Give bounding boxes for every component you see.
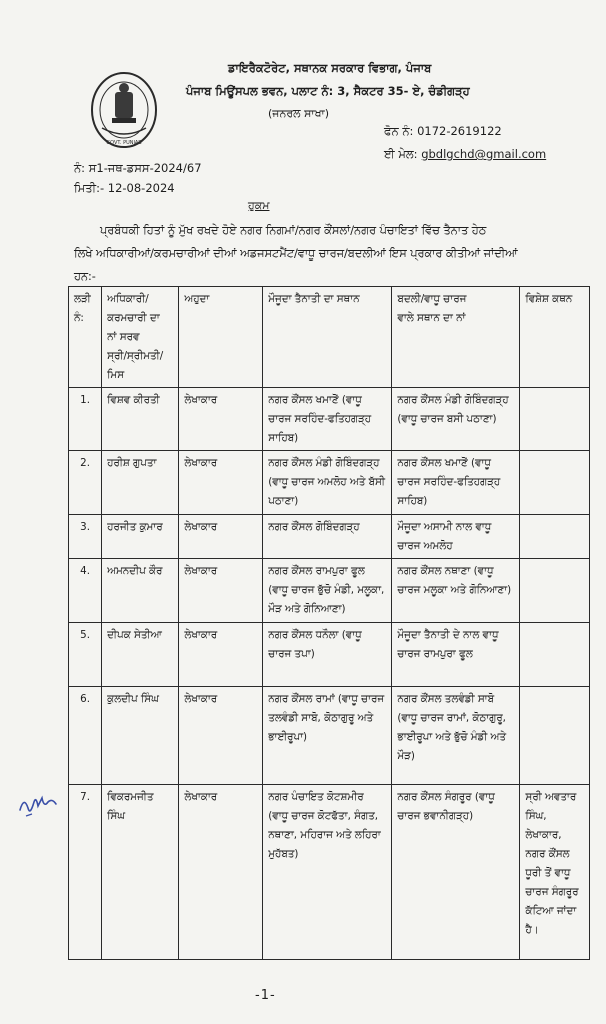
cell-remarks: ਸ੍ਰੀ ਅਵਤਾਰ ਸਿੰਘ, ਲੇਖਾਕਾਰ, ਨਗਰ ਕੌਂਸਲ ਧੂਰੀ ਤੋਂ ਵਾਧੂ ਚਾਰਜ ਸੰਗਰੂਰ ਕੱਟਿਆ ਜਾਂਦਾ ਹੈ।: [520, 785, 590, 960]
cell-remarks: [520, 451, 590, 515]
cell-new: ਨਗਰ ਕੌਂਸਲ ਤਲਵੰਡੀ ਸਾਬੋ (ਵਾਧੂ ਚਾਰਜ ਰਾਮਾਂ, ਕੋਠਾਗੁਰੂ, ਭਾਈਰੂਪਾ ਅਤੇ ਭੁੱਚੋ ਮੰਡੀ ਅਤੇ ਮੌੜ): [392, 687, 520, 785]
cell-new: ਨਗਰ ਕੌਂਸਲ ਸੰਗਰੂਰ (ਵਾਧੂ ਚਾਰਜ ਭਵਾਨੀਗੜ੍ਹ): [392, 785, 520, 960]
cell-remarks: [520, 559, 590, 623]
cell-name: ਹਰੀਸ਼ ਗੁਪਤਾ: [102, 451, 179, 515]
cell-designation: ਲੇਖਾਕਾਰ: [179, 388, 263, 451]
cell-name: ਵਿਕਰਮਜੀਤ ਸਿੰਘ: [102, 785, 179, 960]
department-title: ਡਾਇਰੈਕਟੋਰੇਟ, ਸਥਾਨਕ ਸਰਕਾਰ ਵਿਭਾਗ, ਪੰਜਾਬ: [228, 61, 432, 75]
reference-number: ਨੰ: ਸ1-ਜਥ-ਡਸਸ-2024/67: [74, 161, 202, 175]
cell-remarks: [520, 687, 590, 785]
page-number: -1-: [255, 988, 276, 1003]
cell-designation: ਲੇਖਾਕਾਰ: [179, 559, 263, 623]
cell-serial: 5.: [69, 623, 102, 687]
branch-name: (ਜਨਰਲ ਸਾਖਾ): [268, 107, 329, 120]
order-date: ਮਿਤੀ:- 12-08-2024: [74, 181, 175, 195]
cell-new: ਮੌਜੂਦਾ ਅਸਾਮੀ ਨਾਲ ਵਾਧੂ ਚਾਰਜ ਅਮਲੋਹ: [392, 515, 520, 559]
paragraph-line-2: ਲਿਖੇ ਅਧਿਕਾਰੀਆਂ/ਕਰਮਚਾਰੀਆਂ ਦੀਆਂ ਅਡਜਸਟਮੈਂਟ/ਵਾਧੂ ਚਾਰਜ/ਬਦਲੀਆਂ ਇਸ ਪ੍ਰਕਾਰ ਕੀਤੀਆਂ ਜਾਂਦੀਆਂ: [74, 247, 518, 260]
table-row: [69, 623, 590, 687]
header-name: ਅਧਿਕਾਰੀ/ ਕਰਮਚਾਰੀ ਦਾ ਨਾਂ ਸਰਵ ਸ੍ਰੀ/ਸ੍ਰੀਮਤੀ/ਮਿਸ: [102, 287, 179, 388]
table-row: [69, 687, 590, 785]
cell-name: ਦੀਪਕ ਸੇਤੀਆ: [102, 623, 179, 687]
cell-name: ਵਿਸ਼ਵ ਕੀਰਤੀ: [102, 388, 179, 451]
email-label: ਈ ਮੇਲ:: [384, 147, 418, 161]
cell-serial: 3.: [69, 515, 102, 559]
handwritten-signature-icon: [16, 788, 60, 822]
table-row: [69, 785, 590, 960]
header-serial: ਲੜੀ ਨੰ:: [69, 287, 102, 388]
table-row: [69, 451, 590, 515]
phone-number: ਫੋਨ ਨੰ: 0172-2619122: [384, 124, 502, 138]
header-new-posting: ਬਦਲੀ/ਵਾਧੂ ਚਾਰਜ ਵਾਲੇ ਸਥਾਨ ਦਾ ਨਾਂ: [392, 287, 520, 388]
email-line: [384, 147, 546, 162]
cell-current: ਨਗਰ ਕੌਂਸਲ ਗੋਬਿੰਦਗੜ੍ਹ: [263, 515, 392, 559]
cell-current: ਨਗਰ ਪੰਚਾਇਤ ਕੋਟਸ਼ਮੀਰ (ਵਾਧੂ ਚਾਰਜ ਕੋਟਫੱਤਾ, ਸੰਗਤ, ਨਥਾਣਾ, ਮਹਿਰਾਜ ਅਤੇ ਲਹਿਰਾ ਮੁਹੱਬਤ): [263, 785, 392, 960]
cell-name: ਕੁਲਦੀਪ ਸਿੰਘ: [102, 687, 179, 785]
cell-current: ਨਗਰ ਕੌਂਸਲ ਧਨੌਲਾ (ਵਾਧੂ ਚਾਰਜ ਤਪਾ): [263, 623, 392, 687]
cell-new: ਨਗਰ ਕੌਂਸਲ ਨਥਾਣਾ (ਵਾਧੂ ਚਾਰਜ ਮਲੂਕਾ ਅਤੇ ਗੋਨਿਆਣਾ): [392, 559, 520, 623]
cell-serial: 7.: [69, 785, 102, 960]
cell-designation: ਲੇਖਾਕਾਰ: [179, 515, 263, 559]
cell-serial: 1.: [69, 388, 102, 451]
cell-designation: ਲੇਖਾਕਾਰ: [179, 785, 263, 960]
order-title: ਹੁਕਮ: [248, 199, 270, 212]
transfer-table: [68, 286, 590, 960]
table-header-row: [69, 287, 590, 388]
cell-designation: ਲੇਖਾਕਾਰ: [179, 451, 263, 515]
cell-remarks: [520, 515, 590, 559]
cell-name: ਹਰਜੀਤ ਕੁਮਾਰ: [102, 515, 179, 559]
cell-name: ਅਮਨਦੀਪ ਕੌਰ: [102, 559, 179, 623]
cell-new: ਨਗਰ ਕੌਂਸਲ ਖਮਾਣੋਂ (ਵਾਧੂ ਚਾਰਜ ਸਰਹਿੰਦ-ਫਤਿਹਗੜ੍ਹ ਸਾਹਿਬ): [392, 451, 520, 515]
cell-serial: 2.: [69, 451, 102, 515]
cell-current: ਨਗਰ ਕੌਂਸਲ ਖਮਾਣੋਂ (ਵਾਧੂ ਚਾਰਜ ਸਰਹਿੰਦ-ਫਤਿਹਗੜ੍ਹ ਸਾਹਿਬ): [263, 388, 392, 451]
cell-current: ਨਗਰ ਕੌਂਸਲ ਰਾਮਾਂ (ਵਾਧੂ ਚਾਰਜ ਤਲਵੰਡੀ ਸਾਬੋ, ਕੋਠਾਗੁਰੂ ਅਤੇ ਭਾਈਰੂਪਾ): [263, 687, 392, 785]
cell-current: ਨਗਰ ਕੌਂਸਲ ਮੰਡੀ ਗੋਬਿੰਦਗੜ੍ਹ (ਵਾਧੂ ਚਾਰਜ ਅਮਲੋਹ ਅਤੇ ਬੱਸੀ ਪਠਾਣਾ): [263, 451, 392, 515]
header-current-posting: ਮੌਜੂਦਾ ਤੈਨਾਤੀ ਦਾ ਸਥਾਨ: [263, 287, 392, 388]
emblem-text: GOVT. PUNJAB: [106, 140, 142, 146]
paragraph-line-3: ਹਨ:-: [74, 270, 96, 283]
state-emblem-icon: [88, 70, 160, 152]
cell-remarks: [520, 388, 590, 451]
paragraph-line-1: ਪ੍ਰਬੰਧਕੀ ਹਿਤਾਂ ਨੂੰ ਮੁੱਖ ਰਖਦੇ ਹੋਏ ਨਗਰ ਨਿਗਮਾਂ/ਨਗਰ ਕੌਂਸਲਾਂ/ਨਗਰ ਪੰਚਾਇਤਾਂ ਵਿੱਚ ਤੈਨਾਤ ਹੇਠ: [100, 224, 487, 237]
cell-designation: ਲੇਖਾਕਾਰ: [179, 687, 263, 785]
table-row: [69, 559, 590, 623]
cell-serial: 6.: [69, 687, 102, 785]
cell-serial: 4.: [69, 559, 102, 623]
order-paragraph: [74, 219, 554, 288]
cell-current: ਨਗਰ ਕੌਂਸਲ ਰਾਮਪੁਰਾ ਫੂਲ (ਵਾਧੂ ਚਾਰਜ ਭੁੱਚੋ ਮੰਡੀ, ਮਲੂਕਾ, ਮੌੜ ਅਤੇ ਗੋਨਿਆਣਾ): [263, 559, 392, 623]
header-designation: ਅਹੁਦਾ: [179, 287, 263, 388]
cell-designation: ਲੇਖਾਕਾਰ: [179, 623, 263, 687]
office-address: ਪੰਜਾਬ ਮਿਊਂਸਪਲ ਭਵਨ, ਪਲਾਟ ਨੰ: 3, ਸੈਕਟਰ 35- ਏ, ਚੰਡੀਗੜ੍ਹ: [186, 84, 470, 98]
cell-new: ਨਗਰ ਕੌਂਸਲ ਮੰਡੀ ਗੋਬਿੰਦਗੜ੍ਹ (ਵਾਧੂ ਚਾਰਜ ਬਸੀ ਪਠਾਣਾ): [392, 388, 520, 451]
cell-new: ਮੌਜੂਦਾ ਤੈਨਾਤੀ ਦੇ ਨਾਲ ਵਾਧੂ ਚਾਰਜ ਰਾਮਪੁਰਾ ਫੂਲ: [392, 623, 520, 687]
header-remarks: ਵਿਸ਼ੇਸ਼ ਕਥਨ: [520, 287, 590, 388]
table-row: [69, 388, 590, 451]
table-row: [69, 515, 590, 559]
cell-remarks: [520, 623, 590, 687]
email-link[interactable]: gbdlgchd@gmail.com: [421, 147, 547, 161]
